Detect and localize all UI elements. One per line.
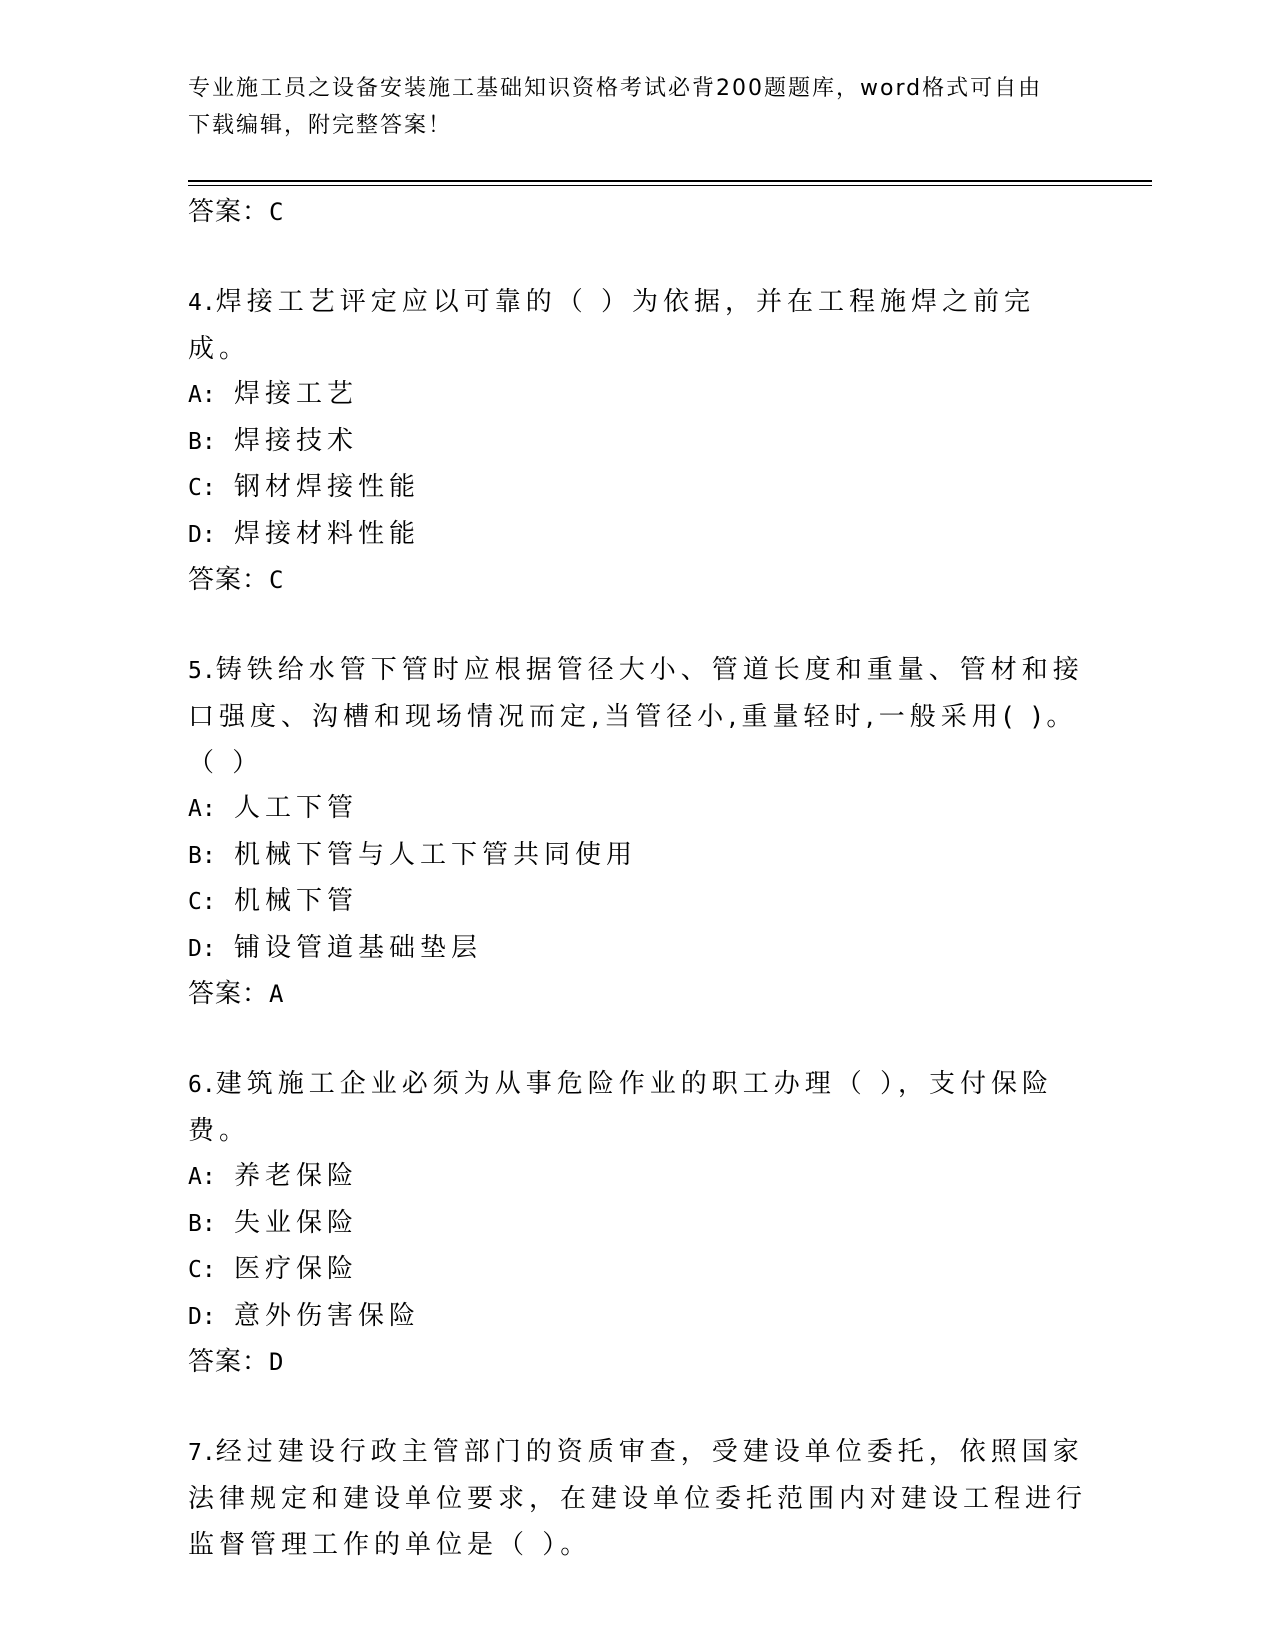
question-text <box>188 1061 1088 1154</box>
question-number: 7. <box>188 1440 216 1466</box>
answer-value: A <box>269 980 285 1008</box>
question-text <box>188 279 1088 372</box>
question-text <box>188 647 1088 786</box>
option-text: 铺设管道基础垫层 <box>234 932 483 963</box>
option-list <box>188 372 1088 558</box>
option-b <box>188 419 1088 466</box>
question-stem: 铸铁给水管下管时应根据管径大小、管道长度和重量、管材和接口强度、沟槽和现场情况而定,当管径小,重量轻时,一般采用( )。（ ） <box>188 655 1084 778</box>
option-text: 失业保险 <box>234 1207 359 1238</box>
question-6 <box>188 1061 1088 1384</box>
answer-value: C <box>269 198 285 226</box>
answer-label: 答案： <box>188 1347 270 1377</box>
option-letter: C: <box>188 1257 216 1283</box>
option-letter: C: <box>188 889 216 915</box>
document-header <box>188 70 1068 144</box>
option-text: 意外伤害保险 <box>234 1300 421 1331</box>
option-text: 医疗保险 <box>234 1254 359 1284</box>
question-stem: 经过建设行政主管部门的资质审查，受建设单位委托，依照国家法律规定和建设单位要求，在建设单位委托范围内对建设工程进行监督管理工作的单位是（ ）。 <box>188 1437 1088 1560</box>
option-b <box>188 1201 1088 1248</box>
question-number: 4. <box>188 290 216 316</box>
question-7 <box>188 1429 1088 1568</box>
question-stem: 建筑施工企业必须为从事危险作业的职工办理（ ），支付保险费。 <box>188 1069 1053 1146</box>
option-letter: D: <box>188 1303 216 1330</box>
document-body <box>188 190 1088 1568</box>
option-c <box>188 879 1088 926</box>
header-line-2: 下载编辑，附完整答案！ <box>188 113 453 138</box>
option-b <box>188 833 1088 880</box>
question-text <box>188 1429 1088 1568</box>
option-text: 焊接技术 <box>234 425 359 456</box>
option-c <box>188 1247 1088 1294</box>
option-text: 人工下管 <box>234 793 359 823</box>
question-4 <box>188 279 1088 602</box>
answer-line <box>188 190 1088 234</box>
option-text: 机械下管 <box>234 886 359 916</box>
option-letter: B: <box>188 428 216 455</box>
option-letter: D: <box>188 935 216 962</box>
option-d <box>188 926 1088 973</box>
answer-value: C <box>269 566 285 594</box>
option-c <box>188 465 1088 512</box>
answer-label: 答案： <box>188 979 270 1009</box>
option-text: 机械下管与人工下管共同使用 <box>234 839 638 870</box>
header-rule-thin <box>188 185 1152 186</box>
option-d <box>188 1294 1088 1341</box>
option-letter: A: <box>188 382 216 408</box>
option-text: 焊接材料性能 <box>234 518 421 549</box>
answer-line <box>188 972 1088 1016</box>
option-list <box>188 786 1088 972</box>
header-rule <box>188 180 1152 182</box>
option-a <box>188 786 1088 833</box>
option-letter: B: <box>188 842 216 869</box>
option-letter: A: <box>188 796 216 822</box>
option-d <box>188 512 1088 559</box>
option-a <box>188 1154 1088 1201</box>
question-number: 5. <box>188 658 216 684</box>
answer-line <box>188 1340 1088 1384</box>
option-text: 焊接工艺 <box>234 379 359 409</box>
answer-label: 答案： <box>188 197 270 227</box>
question-stem: 焊接工艺评定应以可靠的（ ）为依据，并在工程施焊之前完成。 <box>188 287 1035 364</box>
option-a <box>188 372 1088 419</box>
option-letter: B: <box>188 1210 216 1237</box>
question-5 <box>188 647 1088 1016</box>
header-line-1: 专业施工员之设备安装施工基础知识资格考试必背200题题库，word格式可自由 <box>188 76 1043 101</box>
option-letter: C: <box>188 475 216 501</box>
option-text: 钢材焊接性能 <box>234 472 421 502</box>
option-letter: A: <box>188 1164 216 1190</box>
answer-line <box>188 558 1088 602</box>
question-number: 6. <box>188 1072 216 1098</box>
option-letter: D: <box>188 521 216 548</box>
option-text: 养老保险 <box>234 1161 359 1191</box>
option-list <box>188 1154 1088 1340</box>
answer-label: 答案： <box>188 565 270 595</box>
answer-value: D <box>269 1348 285 1376</box>
